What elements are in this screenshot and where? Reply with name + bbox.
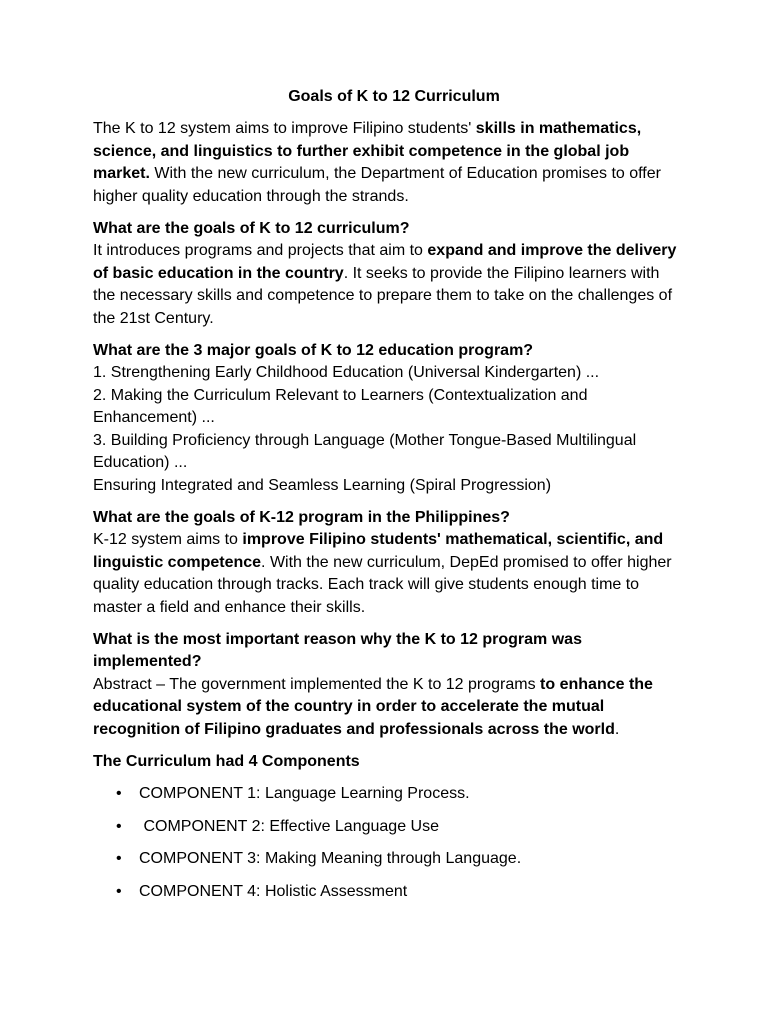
list-item [93,816,683,838]
intro-text-1: The K to 12 system aims to improve Filipino students' [93,120,476,138]
question-philippines-goals: What are the goals of K-12 program in the Philippines? [93,508,510,526]
answer-philippines-text-1: K-12 system aims to [93,531,243,549]
major-goal-line: 3. Building Proficiency through Language (Mother Tongue-Based Multilingual Education) ... [93,431,637,472]
components-list [93,783,683,903]
component-label: COMPONENT 1: Language Learning Process. [139,785,470,803]
component-label: COMPONENT 2: Effective Language Use [139,817,439,835]
bullet-icon: • [116,817,122,835]
bullet-icon: • [116,850,122,868]
major-goal-line: 1. Strengthening Early Childhood Education (Universal Kindergarten) ... [93,364,600,382]
list-item [93,881,683,903]
intro-paragraph [93,118,683,208]
question-reason: What is the most important reason why the K to 12 program was implemented? [93,630,582,671]
question-major-goals: What are the 3 major goals of K to 12 education program? [93,342,534,360]
list-item [93,783,683,805]
components-heading: The Curriculum had 4 Components [93,752,360,770]
major-goal-line: 2. Making the Curriculum Relevant to Learners (Contextualization and Enhancement) ... [93,386,588,427]
section-goals [93,218,683,330]
answer-reason-text-2: . [614,720,620,738]
component-label: COMPONENT 4: Holistic Assessment [139,882,408,900]
answer-goals-text-2: . It seeks to provide the Filipino learners with the necessary skills and competence to prepare them to take on the challenges of the 21st Century. [93,264,673,327]
question-goals: What are the goals of K to 12 curriculum? [93,220,410,238]
answer-reason-text-1: Abstract – The government implemented the K to 12 programs [93,675,541,693]
section-major-goals [93,340,683,497]
section-philippines-goals [93,507,683,619]
list-item [93,848,683,870]
answer-philippines-bold: improve Filipino students' mathematical, scientific, and linguistic competence [93,531,664,571]
major-goal-line: Ensuring Integrated and Seamless Learning (Spiral Progression) [93,476,552,494]
answer-goals-text-1: It introduces programs and projects that aim to [93,242,428,260]
intro-text-2: With the new curriculum, the Department of Education promises to offer higher quality education through the strands. [93,165,661,205]
component-label: COMPONENT 3: Making Meaning through Language. [139,850,522,868]
bullet-icon: • [116,785,122,803]
bullet-icon: • [116,882,122,900]
document-page [93,86,683,913]
answer-reason-bold: to enhance the educational system of the country in order to accelerate the mutual recognition of Filipino graduates and professionals across the world [93,675,653,738]
answer-philippines-text-2: . With the new curriculum, DepEd promised to offer higher quality education through tracks. Each track will give students enough time to master a field and enhance their skills. [93,553,672,616]
document-title: Goals of K to 12 Curriculum [288,88,500,105]
intro-bold-1: skills in mathematics, science, and linguistics to further exhibit competence in the global job market. [93,120,642,183]
section-reason [93,629,683,741]
answer-goals-bold: expand and improve the delivery of basic education in the country [93,242,677,282]
